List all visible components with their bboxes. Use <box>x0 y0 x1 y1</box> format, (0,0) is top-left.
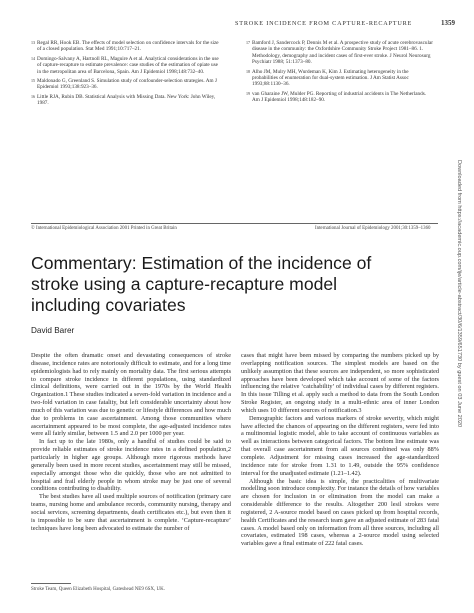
reference-number: 16 <box>31 93 35 99</box>
reference-number: 17 <box>246 40 250 45</box>
reference-item <box>31 56 221 75</box>
reference-number: 18 <box>246 68 250 74</box>
reference-text: Alho JM, Mulry MH, Wurdeman K, Kim J. Estimating heterogeneity in the probabilities of enumeration for dual-system estimation. J Am Statist Assoc 1993;88:1130–36. <box>252 68 409 88</box>
body-column-left <box>31 352 231 532</box>
reference-item <box>246 91 438 104</box>
references-right-column <box>246 40 438 107</box>
running-head <box>225 18 457 30</box>
footnote-divider <box>31 583 71 584</box>
reference-text: van Gharaine JW, Mulder PG. Reporting of industrial accidents in The Netherlands. Am J Epidemiol 1998;148:182–90. <box>252 90 427 104</box>
references-left-column <box>31 40 221 110</box>
reference-text: Domingo-Salvany A, Hartnoll RL, Maguire A et al. Analytical considerations in the use of capture-recapture to estimate prevalence: case studies of the estimation of opiate use in the metropolitan area of Barcelona, Spain. Am J Epidemiol 1998;148:732–40. <box>37 55 219 75</box>
copyright-line: © International Epidemiological Association 2001 Printed in Great Britain <box>31 226 177 231</box>
article-title: Commentary: Estimation of the incidence of stroke using a capture-recapture model including covariates <box>31 253 372 315</box>
reference-text: Little RJA, Rubin DB. Statistical Analysis with Missing Data. New York: John Wiley, 1987. <box>37 93 216 107</box>
body-paragraph: Demographic factors and various markers of stroke severity, which might have affected the chances of appearing on the different registers, were fed into a multinomial logistic model, able to take account of continuous variables as well as interactions between categorical factors. The bottom line estimate was that overall case ascertainment from all sources combined was only 88% complete. Adjustment for missing cases increased the age-standardized incidence rate for stroke from 1.31 to 1.49, outside the 95% confidence interval for the unadjusted estimate (1.21–1.42). <box>241 414 439 477</box>
page-number: 1359 <box>441 19 455 27</box>
reference-number: 19 <box>246 90 250 96</box>
download-watermark <box>452 160 464 580</box>
reference-item <box>31 94 221 107</box>
reference-number: 13 <box>31 40 35 45</box>
reference-item <box>246 40 438 66</box>
reference-item <box>31 40 221 53</box>
section-divider <box>31 223 438 224</box>
body-paragraph: Although the basic idea is simple, the practicalities of multivariate modelling soon introduce complexity. For instance the details of how variables are chosen for inclusion in or elimination from the model can make a considerable difference to the results. Altogether 200 lesil strokes were registered, 2 A-source model based on cases picked up from hospital records, health Certificates and the research team gave an adjusted estimate of 283 fatal cases. A model based only on information from all three sources, including all covariates, estimated 198 cases, whereas a 2-source model using selected variables gave a final estimate of 222 fatal cases. <box>241 477 439 548</box>
body-paragraph: cases that might have been missed by comparing the numbers picked up by overlapping notification sources. The simplest models are based on the unlikely assumption that these sources are independent, so more sophisticated approaches have been developed which take account of some of the factors influencing the relative ‘catchability’ of individual cases by different registers. In this issue Tilling et al. apply such a method to data from the South London Stroke Register, an ongoing study in a multi-ethnic area of inner London which uses 10 different sources of notification.3 <box>241 352 439 414</box>
reference-item <box>31 78 221 91</box>
journal-citation: International Journal of Epidemiology 2001;30:1359–1360 <box>315 226 431 231</box>
reference-item <box>246 69 438 88</box>
body-paragraph: In fact up to the late 1980s, only a handful of studies could be said to provide reliable estimates of stroke incidence rates in a defined population,2 particularly in higher age groups. Although more rigorous methods have generally been used in more recent studies, ascertainment may still be missed, especially amongst those who die quickly, those who are not admitted to hospital and frail elderly people in whom stroke may be just one of several conditions contributing to disability. <box>31 438 231 493</box>
body-paragraph: The best studies have all used multiple sources of notification (primary care teams, nursing home and ambulance records, community nursing, therapy and social services, screening departments, death certificates etc.), but even then it is impossible to be sure that ascertainment is complete. ‘Capture-recapture’ techniques have long been advocated to estimate the number of <box>31 493 231 532</box>
body-column-right <box>241 352 439 548</box>
reference-text: Regal RR, Hook EB. The effects of model selection on confidence intervals for the size of a closed population. Stat Med 1991;10:717–21. <box>37 40 219 53</box>
reference-text: Bamford J, Sandercock P, Dennis M et al. A prospective study of acute cerebrovascular disease in the community: the Oxfordshire Community Stroke Project 1981–86. 1. Methodology, demography and incident cases of first-ever stroke. J Neurol Neurosurg Psychiatr 1988; 51:1373–80. <box>252 40 433 66</box>
reference-number: 15 <box>31 78 35 84</box>
body-paragraph: Despite the often dramatic onset and devastating consequences of stroke disease, incidence rates are notoriously difficult to estimate, and for a long time epidemiologists had to rely mainly on mortality data. The first serious attempts to compare stroke incidence in different populations, using standardized clinical definitions, were carried out in the 1970s by the World Health Organization.1 These studies indicated a seven-fold variation in incidence and a two-fold variation in case fatality, but left considerable uncertainty about how much of this variation was due to genetic or lifestyle differences and how much due to problems in case ascertainment. Among those communities where ascertainment appeared to be most complete, the age-adjusted incidence rates were all fairly similar, between 1.5 and 2.0 per 1000 per year. <box>31 352 231 438</box>
author-affiliation: Stroke Team, Queen Elizabeth Hospital, Gateshead NE9 6SX, UK. <box>31 587 165 592</box>
reference-number: 14 <box>31 55 35 61</box>
running-head-title: STROKE INCIDENCE FROM CAPTURE-RECAPTURE <box>235 20 413 27</box>
article-author: David Barer <box>31 326 75 335</box>
reference-text: Maldonado G, Greenland S. Simulation study of confounder-selection strategies. Am J Epidemiol 1993;138:923–36. <box>37 78 217 91</box>
download-watermark-text: Downloaded from https://academic.oup.com/ije/article-abstract/30/6/1359/651730 by guest on 03 June 2020 <box>456 160 462 428</box>
